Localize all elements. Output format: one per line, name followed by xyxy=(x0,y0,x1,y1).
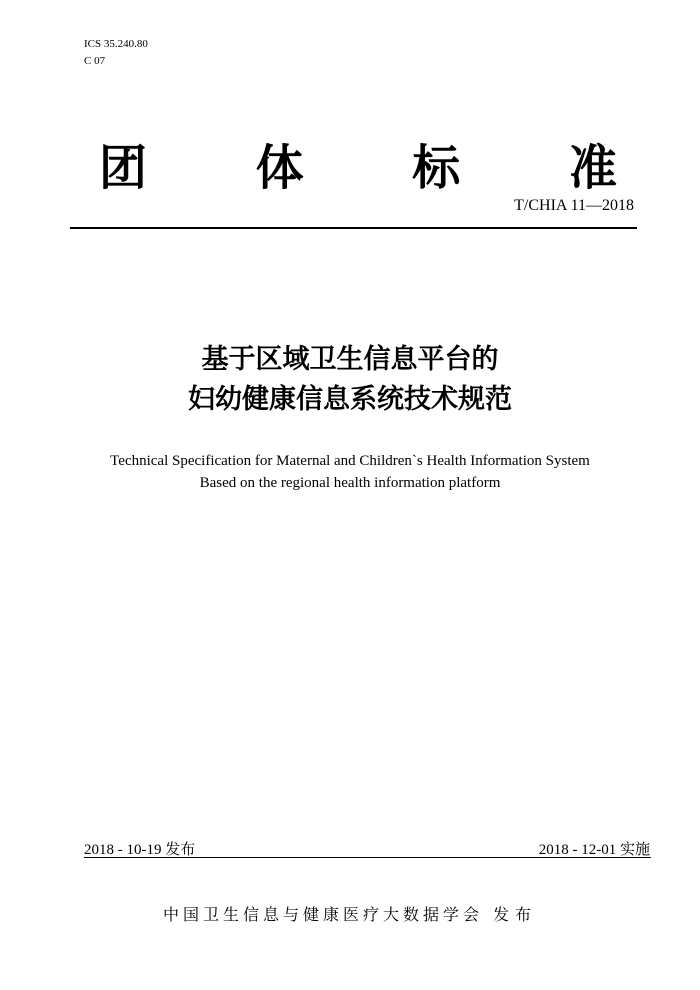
classification-codes xyxy=(84,36,148,70)
chinese-title-line-2: 妇幼健康信息系统技术规范 xyxy=(188,384,512,415)
standard-code: T/CHIA 11—2018 xyxy=(514,197,634,214)
ics-code: ICS 35.240.80 xyxy=(84,38,148,50)
publisher-action: 发布 xyxy=(493,905,538,924)
english-title-line-2: Based on the regional health information platform xyxy=(199,475,501,491)
standard-type-char-4: 准 xyxy=(568,140,617,196)
english-title-line-1: Technical Specification for Maternal and Children`s Health Information System xyxy=(110,453,590,469)
issue-date: 2018 - 10-19 发布 xyxy=(84,842,196,858)
bottom-divider xyxy=(84,857,651,858)
publisher-line xyxy=(0,902,700,925)
standard-type-char-3: 标 xyxy=(412,140,461,196)
standard-type-char-1: 团 xyxy=(98,140,147,196)
publisher-organization: 中国卫生信息与健康医疗大数据学会 xyxy=(162,905,483,924)
english-title xyxy=(0,450,700,494)
chinese-title xyxy=(0,340,700,420)
standard-type-char-2: 体 xyxy=(255,140,304,196)
ccs-code: C 07 xyxy=(84,55,106,67)
chinese-title-line-1: 基于区域卫生信息平台的 xyxy=(201,344,499,375)
implementation-date: 2018 - 12-01 实施 xyxy=(538,842,650,858)
standard-type-heading xyxy=(88,140,628,196)
top-divider xyxy=(70,227,637,229)
